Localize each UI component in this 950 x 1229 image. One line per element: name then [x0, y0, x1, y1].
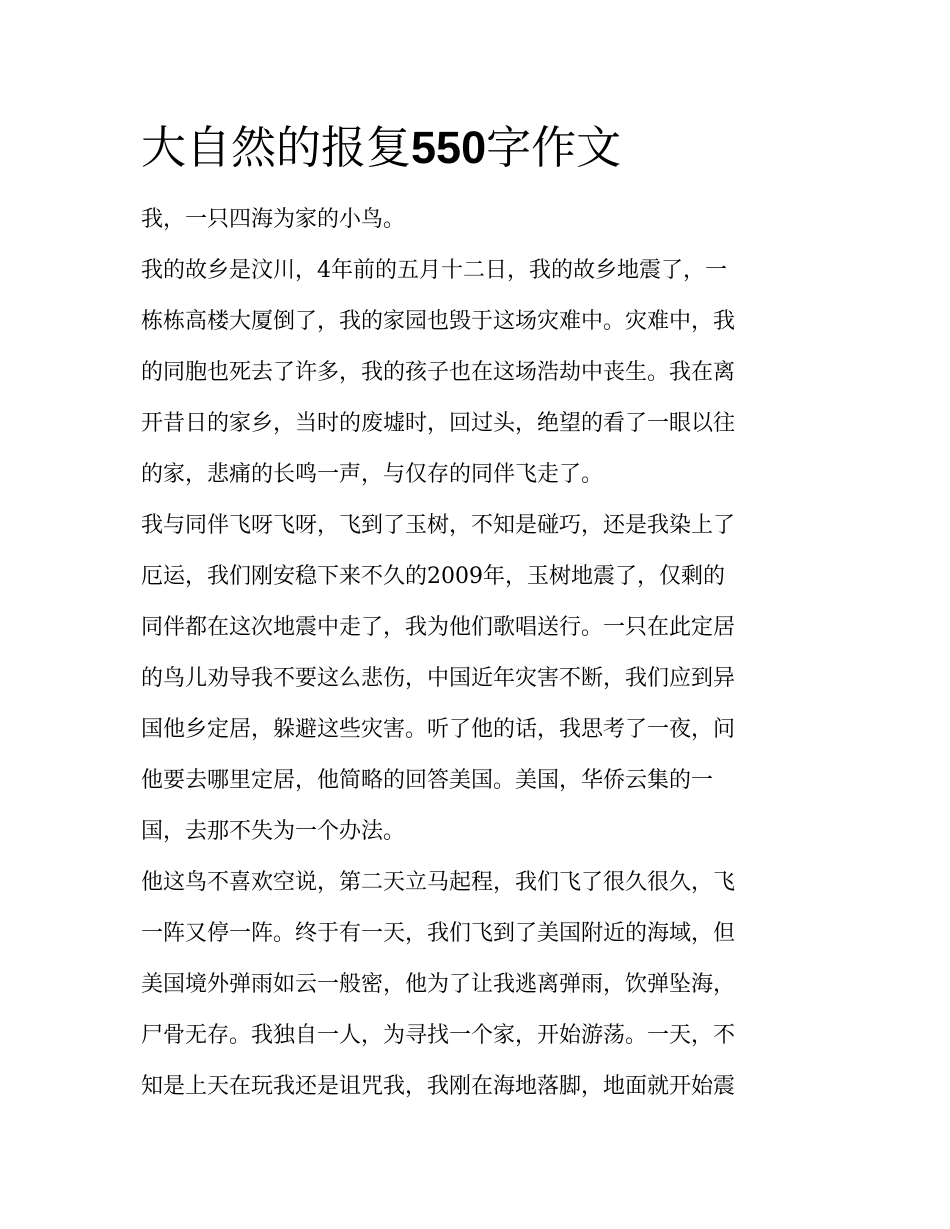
- document-content: [141, 118, 813, 1112]
- paragraph-line: 同伴都在这次地震中走了，我为他们歌唱送行。一只在此定居: [141, 615, 736, 640]
- paragraph-line: 他这鸟不喜欢空说，第二天立马起程，我们飞了很久很久，飞: [141, 870, 736, 895]
- paragraph-line: 国，去那不失为一个办法。: [141, 819, 406, 844]
- paragraph-line: 知是上天在玩我还是诅咒我，我刚在海地落脚，地面就开始震: [141, 1074, 736, 1099]
- paragraph-line: 他要去哪里定居，他简略的回答美国。美国，华侨云集的一: [141, 768, 714, 793]
- paragraph-line: 我与同伴飞呀飞呀，飞到了玉树，不知是碰巧，还是我染上了: [141, 513, 736, 538]
- title-prefix: 大自然的报复: [141, 121, 412, 174]
- paragraph-yushu: [141, 500, 813, 857]
- paragraph-line: 国他乡定居，躲避这些灾害。听了他的话，我思考了一夜，问: [141, 717, 736, 742]
- paragraph-journey: [141, 857, 813, 1112]
- page-title: [141, 118, 813, 178]
- paragraph-line: 我的故乡是汶川，4年前的五月十二日，我的故乡地震了，一: [141, 258, 727, 283]
- paragraph-line: 一阵又停一阵。终于有一天，我们飞到了美国附近的海域，但: [141, 921, 736, 946]
- paragraph-line: 的同胞也死去了许多，我的孩子也在这场浩劫中丧生。我在离: [141, 360, 736, 385]
- paragraph-line: 栋栋高楼大厦倒了，我的家园也毁于这场灾难中。灾难中，我: [141, 309, 736, 334]
- paragraph-line: 尸骨无存。我独自一人，为寻找一个家，开始游荡。一天，不: [141, 1023, 736, 1048]
- paragraph-line: 的鸟儿劝导我不要这么悲伤，中国近年灾害不断，我们应到异: [141, 666, 736, 691]
- title-suffix: 字作文: [486, 121, 622, 174]
- paragraph-line: 厄运，我们刚安稳下来不久的2009年，玉树地震了，仅剩的: [141, 564, 725, 589]
- paragraph-line: 开昔日的家乡，当时的废墟时，回过头，绝望的看了一眼以往: [141, 411, 736, 436]
- paragraph-line: 的家，悲痛的长鸣一声，与仅存的同伴飞走了。: [141, 462, 604, 487]
- paragraph-line: 我，一只四海为家的小鸟。: [141, 207, 406, 232]
- paragraph-intro: [141, 194, 813, 245]
- paragraph-wenchuan: [141, 245, 813, 500]
- title-number: 550: [411, 122, 487, 173]
- paragraph-line: 美国境外弹雨如云一般密，他为了让我逃离弹雨，饮弹坠海，: [141, 972, 736, 997]
